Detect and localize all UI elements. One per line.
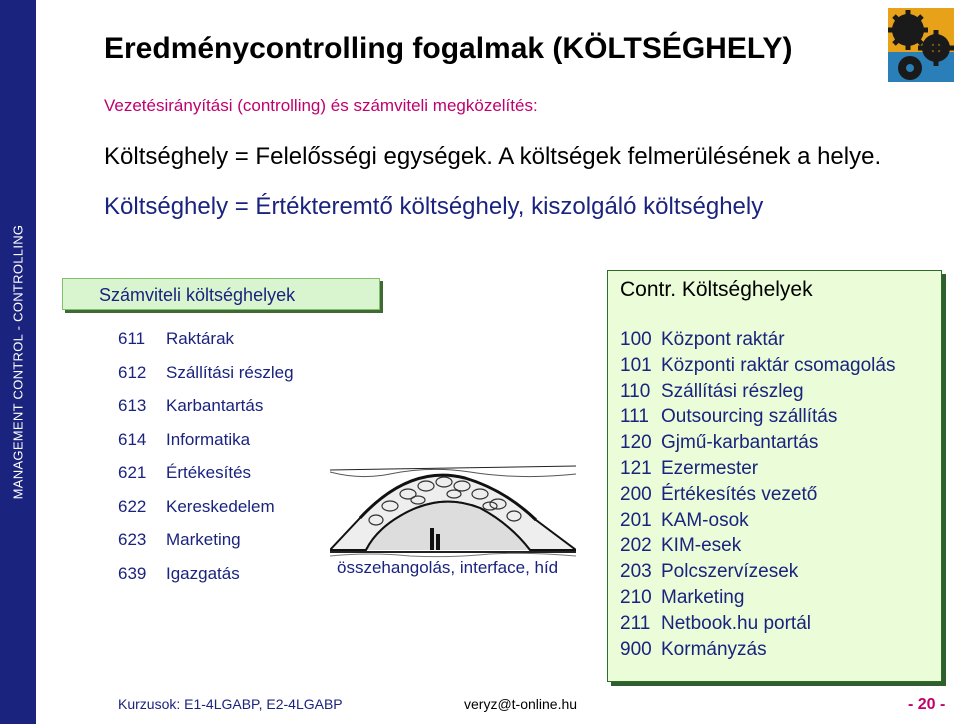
item-name: Outsourcing szállítás <box>661 406 838 428</box>
item-code: 622 <box>118 496 147 516</box>
footer-email: veryz@t-online.hu <box>464 696 578 712</box>
item-code: 621 <box>118 463 147 482</box>
accounting-item <box>118 530 294 564</box>
item-code: 101 <box>620 354 652 376</box>
item-name: Kormányzás <box>661 638 767 660</box>
controlling-title: Contr. Költséghelyek <box>620 278 813 301</box>
item-name: Gjmű-karbantartás <box>661 432 819 454</box>
item-code: 203 <box>620 561 652 583</box>
item-code: 202 <box>620 535 652 557</box>
item-name: Raktárak <box>166 329 235 348</box>
controlling-item <box>620 458 895 484</box>
controlling-item <box>620 381 895 407</box>
item-code: 121 <box>620 457 652 479</box>
item-name: Informatika <box>166 429 251 449</box>
accounting-header-label: Számviteli költséghelyek <box>99 285 296 305</box>
controlling-item <box>620 561 895 587</box>
accounting-item <box>118 363 294 397</box>
item-code: 201 <box>620 509 652 531</box>
item-name: KIM-esek <box>661 535 742 557</box>
controlling-item <box>620 587 895 613</box>
item-name: Marketing <box>661 586 745 608</box>
controlling-item <box>620 639 895 665</box>
item-code: 111 <box>620 406 649 428</box>
item-name: Netbook.hu portál <box>661 612 811 634</box>
accounting-list <box>118 329 294 597</box>
item-name: Kereskedelem <box>166 496 275 516</box>
accounting-item <box>118 497 294 531</box>
controlling-item <box>620 535 895 561</box>
item-code: 612 <box>118 362 147 382</box>
item-code: 120 <box>620 432 652 454</box>
controlling-item <box>620 484 895 510</box>
accounting-header <box>62 278 380 310</box>
item-name: Szállítási részleg <box>661 380 804 402</box>
item-code: 639 <box>118 563 147 583</box>
item-code: 900 <box>620 638 652 660</box>
item-code: 200 <box>620 483 652 505</box>
accounting-item <box>118 564 294 598</box>
item-name: Polcszervízesek <box>661 561 799 583</box>
controlling-item <box>620 329 895 355</box>
item-name: Értékesítés vezető <box>661 483 818 505</box>
item-code: 211 <box>620 612 651 634</box>
bridge-caption: összehangolás, interface, híd <box>337 558 559 577</box>
definition-line-1: Költséghely = Felelősségi egységek. A költségek felmerülésének a helye. <box>104 143 882 170</box>
item-code: 100 <box>620 329 652 350</box>
item-code: 611 <box>118 329 146 348</box>
accounting-item <box>118 463 294 497</box>
accounting-item <box>118 329 294 363</box>
page-number: - 20 - <box>908 696 946 713</box>
bridge-illustration <box>330 458 576 558</box>
item-name: KAM-osok <box>661 509 749 531</box>
gears-logo-icon <box>888 8 954 82</box>
sidebar-title: MANAGEMENT CONTROL - CONTROLLING <box>10 224 26 500</box>
item-name: Ezermester <box>661 457 759 479</box>
item-name: Marketing <box>166 530 241 549</box>
accounting-item <box>118 430 294 464</box>
footer-courses: Kurzusok: E1-4LGABP, E2-4LGABP <box>118 696 343 712</box>
item-name: Szállítási részleg <box>166 362 294 382</box>
item-name: Karbantartás <box>166 396 264 415</box>
item-name: Központi raktár csomagolás <box>661 354 896 376</box>
item-code: 614 <box>118 429 147 449</box>
item-code: 110 <box>620 380 651 402</box>
controlling-list <box>620 329 895 664</box>
accounting-item <box>118 396 294 430</box>
item-name: Értékesítés <box>166 463 252 482</box>
controlling-item <box>620 406 895 432</box>
controlling-box <box>607 270 942 682</box>
controlling-item <box>620 510 895 536</box>
item-code: 210 <box>620 586 652 608</box>
controlling-item <box>620 613 895 639</box>
page-subtitle: Vezetésirányítási (controlling) és számviteli megközelítés: <box>104 96 538 115</box>
controlling-item <box>620 355 895 381</box>
item-code: 623 <box>118 530 147 549</box>
page-title: Eredménycontrolling fogalmak (KÖLTSÉGHELY) <box>104 32 793 65</box>
controlling-item <box>620 432 895 458</box>
item-code: 613 <box>118 396 147 415</box>
definition-line-2: Költséghely = Értékteremtő költséghely, kiszolgáló költséghely <box>104 193 764 220</box>
item-name: Központ raktár <box>661 329 785 350</box>
item-name: Igazgatás <box>166 563 240 583</box>
sidebar <box>0 0 36 724</box>
